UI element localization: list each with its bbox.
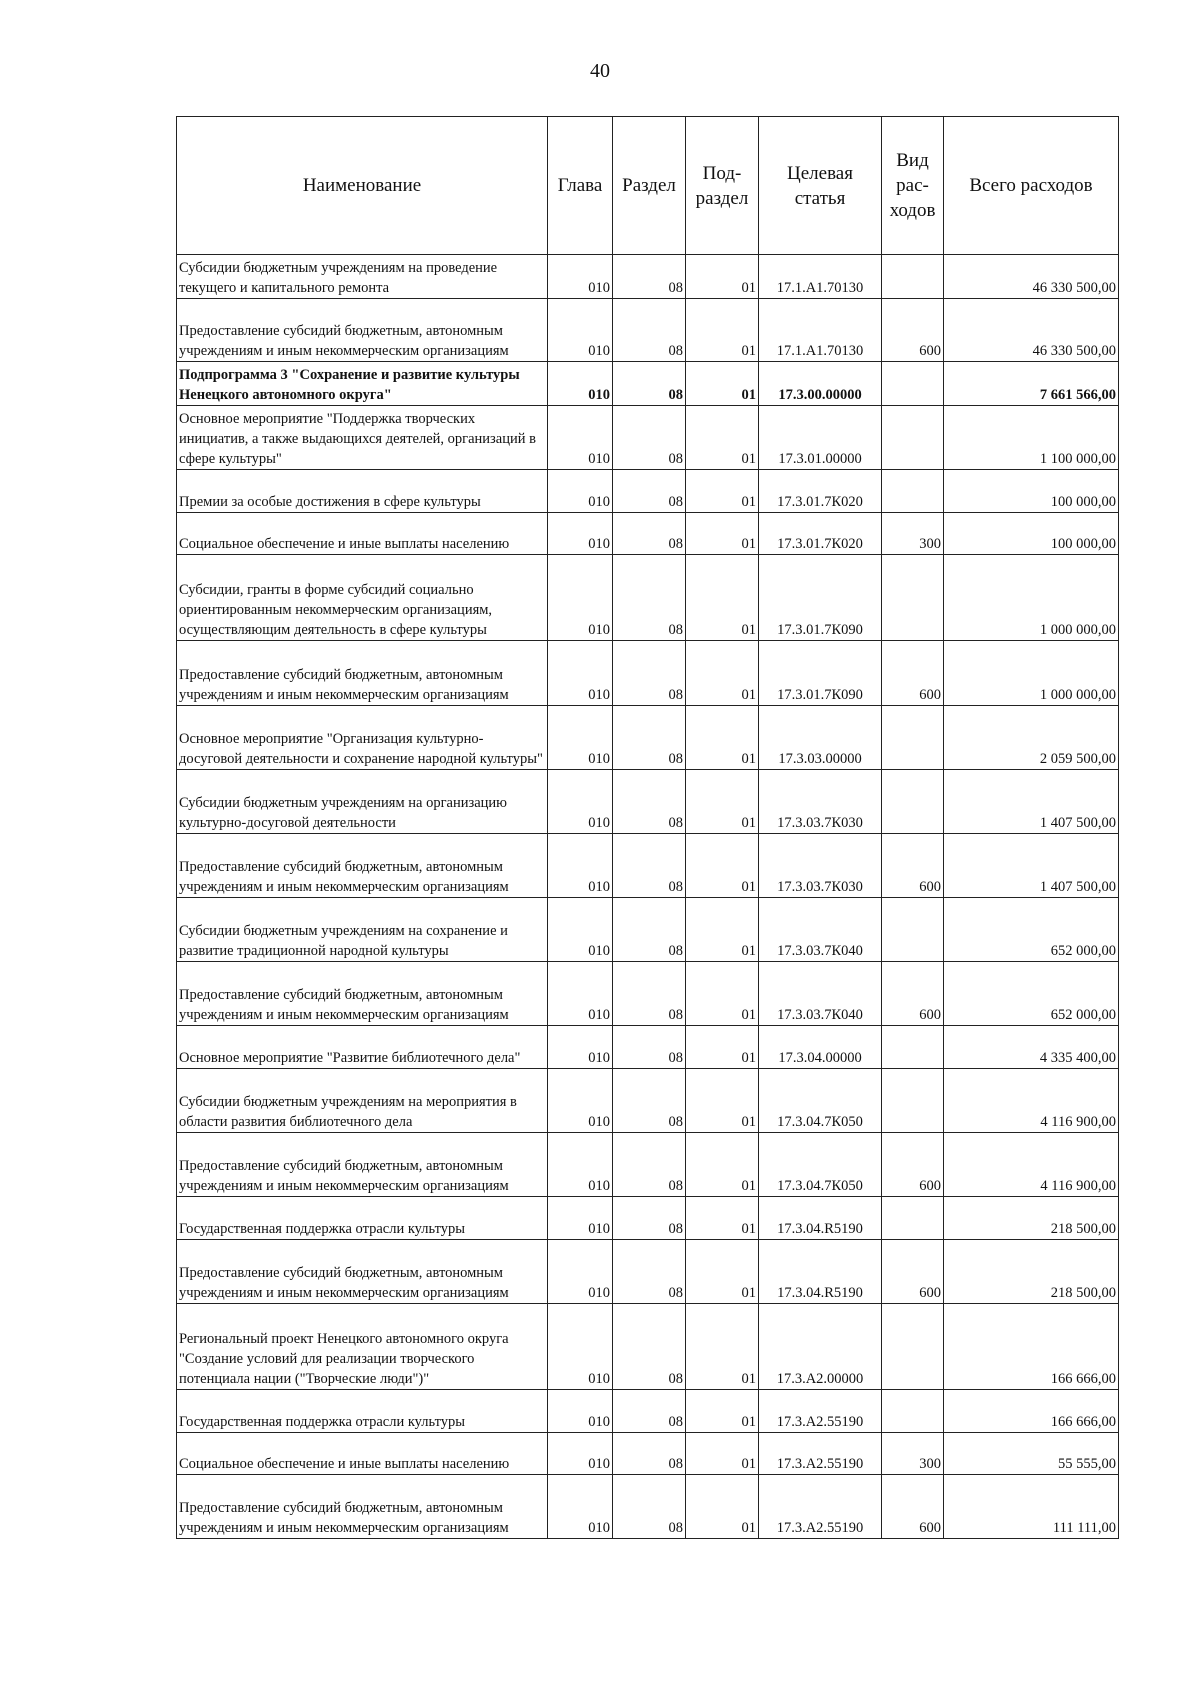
table-row <box>177 1475 1119 1539</box>
table-row <box>177 299 1119 362</box>
cell-name: Основное мероприятие "Организация культурно-досуговой деятельности и сохранение народной культуры" <box>177 706 548 770</box>
cell-celevaya-statya: 17.3.01.00000 <box>759 406 882 470</box>
cell-glava: 010 <box>548 770 613 834</box>
cell-razdel: 08 <box>613 513 686 555</box>
cell-celevaya-statya: 17.1.A1.70130 <box>759 299 882 362</box>
cell-vid-rashodov <box>882 1197 944 1240</box>
cell-name: Государственная поддержка отрасли культуры <box>177 1197 548 1240</box>
cell-razdel: 08 <box>613 1475 686 1539</box>
cell-name: Предоставление субсидий бюджетным, автономным учреждениям и иным некоммерческим организациям <box>177 299 548 362</box>
cell-total: 2 059 500,00 <box>944 706 1119 770</box>
cell-total: 111 111,00 <box>944 1475 1119 1539</box>
cell-celevaya-statya: 17.3.A2.00000 <box>759 1304 882 1390</box>
cell-podrazdel: 01 <box>686 1433 759 1475</box>
cell-vid-rashodov <box>882 555 944 641</box>
cell-glava: 010 <box>548 706 613 770</box>
table-row <box>177 1133 1119 1197</box>
cell-name: Премии за особые достижения в сфере культуры <box>177 470 548 513</box>
cell-total: 652 000,00 <box>944 962 1119 1026</box>
page-number: 40 <box>590 60 610 82</box>
cell-name: Предоставление субсидий бюджетным, автономным учреждениям и иным некоммерческим организациям <box>177 834 548 898</box>
cell-glava: 010 <box>548 255 613 299</box>
cell-celevaya-statya: 17.3.01.7К020 <box>759 470 882 513</box>
cell-razdel: 08 <box>613 1133 686 1197</box>
cell-celevaya-statya: 17.3.00.00000 <box>759 362 882 406</box>
cell-podrazdel: 01 <box>686 1390 759 1433</box>
budget-table <box>176 116 1119 1539</box>
cell-total: 1 100 000,00 <box>944 406 1119 470</box>
header-podrazdel: Под-раздел <box>686 117 759 255</box>
table-row <box>177 470 1119 513</box>
cell-podrazdel: 01 <box>686 1069 759 1133</box>
cell-vid-rashodov <box>882 406 944 470</box>
cell-podrazdel: 01 <box>686 299 759 362</box>
header-glava: Глава <box>548 117 613 255</box>
cell-name: Субсидии бюджетным учреждениям на мероприятия в области развития библиотечного дела <box>177 1069 548 1133</box>
cell-glava: 010 <box>548 1433 613 1475</box>
cell-glava: 010 <box>548 641 613 706</box>
cell-celevaya-statya: 17.3.03.7К040 <box>759 962 882 1026</box>
cell-total: 1 000 000,00 <box>944 641 1119 706</box>
table-row <box>177 641 1119 706</box>
cell-vid-rashodov <box>882 1069 944 1133</box>
cell-total: 1 000 000,00 <box>944 555 1119 641</box>
table-row <box>177 834 1119 898</box>
cell-vid-rashodov <box>882 362 944 406</box>
cell-glava: 010 <box>548 299 613 362</box>
cell-name: Субсидии бюджетным учреждениям на проведение текущего и капитального ремонта <box>177 255 548 299</box>
cell-razdel: 08 <box>613 1069 686 1133</box>
cell-glava: 010 <box>548 1240 613 1304</box>
table-row <box>177 1069 1119 1133</box>
cell-vid-rashodov: 600 <box>882 1475 944 1539</box>
cell-razdel: 08 <box>613 706 686 770</box>
cell-podrazdel: 01 <box>686 1240 759 1304</box>
cell-glava: 010 <box>548 898 613 962</box>
cell-podrazdel: 01 <box>686 1197 759 1240</box>
cell-vid-rashodov <box>882 1390 944 1433</box>
header-total: Всего расходов <box>944 117 1119 255</box>
cell-razdel: 08 <box>613 1240 686 1304</box>
cell-name: Основное мероприятие "Поддержка творческих инициатив, а также выдающихся деятелей, организаций в сфере культуры" <box>177 406 548 470</box>
cell-celevaya-statya: 17.3.04.R5190 <box>759 1240 882 1304</box>
table-row <box>177 1197 1119 1240</box>
cell-celevaya-statya: 17.3.03.7К030 <box>759 770 882 834</box>
cell-total: 1 407 500,00 <box>944 770 1119 834</box>
header-name: Наименование <box>177 117 548 255</box>
cell-vid-rashodov: 600 <box>882 1240 944 1304</box>
cell-glava: 010 <box>548 834 613 898</box>
cell-total: 55 555,00 <box>944 1433 1119 1475</box>
cell-vid-rashodov: 300 <box>882 513 944 555</box>
cell-razdel: 08 <box>613 962 686 1026</box>
cell-name: Государственная поддержка отрасли культуры <box>177 1390 548 1433</box>
cell-podrazdel: 01 <box>686 834 759 898</box>
cell-vid-rashodov: 600 <box>882 299 944 362</box>
cell-razdel: 08 <box>613 406 686 470</box>
cell-celevaya-statya: 17.3.A2.55190 <box>759 1390 882 1433</box>
cell-glava: 010 <box>548 555 613 641</box>
cell-total: 218 500,00 <box>944 1197 1119 1240</box>
cell-vid-rashodov <box>882 470 944 513</box>
cell-total: 218 500,00 <box>944 1240 1119 1304</box>
cell-celevaya-statya: 17.3.03.7К040 <box>759 898 882 962</box>
cell-podrazdel: 01 <box>686 641 759 706</box>
cell-total: 46 330 500,00 <box>944 299 1119 362</box>
cell-podrazdel: 01 <box>686 1475 759 1539</box>
cell-glava: 010 <box>548 362 613 406</box>
cell-name: Социальное обеспечение и иные выплаты населению <box>177 1433 548 1475</box>
table-row <box>177 770 1119 834</box>
table-header-row <box>177 117 1119 255</box>
cell-podrazdel: 01 <box>686 1304 759 1390</box>
cell-vid-rashodov <box>882 770 944 834</box>
cell-razdel: 08 <box>613 470 686 513</box>
cell-podrazdel: 01 <box>686 362 759 406</box>
cell-podrazdel: 01 <box>686 1133 759 1197</box>
cell-vid-rashodov <box>882 706 944 770</box>
cell-total: 7 661 566,00 <box>944 362 1119 406</box>
cell-podrazdel: 01 <box>686 513 759 555</box>
table-row <box>177 1026 1119 1069</box>
cell-podrazdel: 01 <box>686 1026 759 1069</box>
cell-razdel: 08 <box>613 1026 686 1069</box>
cell-vid-rashodov: 600 <box>882 641 944 706</box>
table-row <box>177 555 1119 641</box>
cell-total: 4 116 900,00 <box>944 1133 1119 1197</box>
cell-podrazdel: 01 <box>686 255 759 299</box>
cell-celevaya-statya: 17.3.04.R5190 <box>759 1197 882 1240</box>
cell-razdel: 08 <box>613 898 686 962</box>
cell-glava: 010 <box>548 1133 613 1197</box>
header-vid-rashodov: Вид рас-ходов <box>882 117 944 255</box>
cell-vid-rashodov: 600 <box>882 834 944 898</box>
cell-glava: 010 <box>548 513 613 555</box>
cell-total: 166 666,00 <box>944 1390 1119 1433</box>
cell-vid-rashodov: 600 <box>882 1133 944 1197</box>
cell-vid-rashodov: 600 <box>882 962 944 1026</box>
cell-name: Основное мероприятие "Развитие библиотечного дела" <box>177 1026 548 1069</box>
cell-podrazdel: 01 <box>686 962 759 1026</box>
cell-razdel: 08 <box>613 770 686 834</box>
cell-name: Субсидии бюджетным учреждениям на сохранение и развитие традиционной народной культуры <box>177 898 548 962</box>
cell-vid-rashodov <box>882 255 944 299</box>
cell-razdel: 08 <box>613 834 686 898</box>
cell-celevaya-statya: 17.3.04.00000 <box>759 1026 882 1069</box>
cell-glava: 010 <box>548 406 613 470</box>
cell-celevaya-statya: 17.3.03.7К030 <box>759 834 882 898</box>
table-row <box>177 898 1119 962</box>
cell-podrazdel: 01 <box>686 706 759 770</box>
cell-glava: 010 <box>548 470 613 513</box>
cell-glava: 010 <box>548 1304 613 1390</box>
cell-celevaya-statya: 17.3.04.7К050 <box>759 1133 882 1197</box>
cell-podrazdel: 01 <box>686 470 759 513</box>
cell-name: Региональный проект Ненецкого автономного округа "Создание условий для реализации творческого потенциала нации ("Творческие люди")" <box>177 1304 548 1390</box>
cell-glava: 010 <box>548 1026 613 1069</box>
cell-name: Социальное обеспечение и иные выплаты населению <box>177 513 548 555</box>
cell-name: Предоставление субсидий бюджетным, автономным учреждениям и иным некоммерческим организациям <box>177 962 548 1026</box>
cell-podrazdel: 01 <box>686 406 759 470</box>
cell-name: Предоставление субсидий бюджетным, автономным учреждениям и иным некоммерческим организациям <box>177 1240 548 1304</box>
cell-celevaya-statya: 17.1.A1.70130 <box>759 255 882 299</box>
cell-vid-rashodov <box>882 898 944 962</box>
cell-razdel: 08 <box>613 299 686 362</box>
cell-celevaya-statya: 17.3.01.7К090 <box>759 555 882 641</box>
table-body <box>177 255 1119 1539</box>
cell-celevaya-statya: 17.3.04.7К050 <box>759 1069 882 1133</box>
cell-razdel: 08 <box>613 255 686 299</box>
cell-razdel: 08 <box>613 555 686 641</box>
cell-name: Субсидии бюджетным учреждениям на организацию культурно-досуговой деятельности <box>177 770 548 834</box>
cell-name: Субсидии, гранты в форме субсидий социально ориентированным некоммерческим организациям, осуществляющим деятельность в сфере культуры <box>177 555 548 641</box>
cell-podrazdel: 01 <box>686 555 759 641</box>
cell-podrazdel: 01 <box>686 770 759 834</box>
cell-total: 1 407 500,00 <box>944 834 1119 898</box>
cell-name: Подпрограмма 3 "Сохранение и развитие культуры Ненецкого автономного округа" <box>177 362 548 406</box>
cell-razdel: 08 <box>613 1390 686 1433</box>
cell-celevaya-statya: 17.3.01.7К020 <box>759 513 882 555</box>
cell-total: 4 116 900,00 <box>944 1069 1119 1133</box>
table-row <box>177 1304 1119 1390</box>
cell-vid-rashodov <box>882 1026 944 1069</box>
cell-name: Предоставление субсидий бюджетным, автономным учреждениям и иным некоммерческим организациям <box>177 641 548 706</box>
cell-glava: 010 <box>548 1475 613 1539</box>
header-celevaya-statya: Целевая статья <box>759 117 882 255</box>
cell-razdel: 08 <box>613 1304 686 1390</box>
cell-name: Предоставление субсидий бюджетным, автономным учреждениям и иным некоммерческим организациям <box>177 1475 548 1539</box>
cell-total: 652 000,00 <box>944 898 1119 962</box>
cell-celevaya-statya: 17.3.01.7К090 <box>759 641 882 706</box>
cell-total: 100 000,00 <box>944 513 1119 555</box>
cell-glava: 010 <box>548 1069 613 1133</box>
table-row <box>177 255 1119 299</box>
cell-total: 4 335 400,00 <box>944 1026 1119 1069</box>
table-row <box>177 406 1119 470</box>
cell-razdel: 08 <box>613 1433 686 1475</box>
cell-total: 100 000,00 <box>944 470 1119 513</box>
table-row <box>177 1433 1119 1475</box>
cell-razdel: 08 <box>613 641 686 706</box>
header-razdel: Раздел <box>613 117 686 255</box>
cell-celevaya-statya: 17.3.A2.55190 <box>759 1433 882 1475</box>
cell-glava: 010 <box>548 1197 613 1240</box>
table-row <box>177 513 1119 555</box>
cell-name: Предоставление субсидий бюджетным, автономным учреждениям и иным некоммерческим организациям <box>177 1133 548 1197</box>
cell-vid-rashodov <box>882 1304 944 1390</box>
cell-glava: 010 <box>548 1390 613 1433</box>
table-row <box>177 706 1119 770</box>
cell-total: 46 330 500,00 <box>944 255 1119 299</box>
table-row <box>177 1390 1119 1433</box>
cell-razdel: 08 <box>613 362 686 406</box>
cell-celevaya-statya: 17.3.03.00000 <box>759 706 882 770</box>
cell-glava: 010 <box>548 962 613 1026</box>
table-row <box>177 362 1119 406</box>
table-row <box>177 962 1119 1026</box>
cell-total: 166 666,00 <box>944 1304 1119 1390</box>
table-row <box>177 1240 1119 1304</box>
cell-celevaya-statya: 17.3.A2.55190 <box>759 1475 882 1539</box>
cell-vid-rashodov: 300 <box>882 1433 944 1475</box>
cell-razdel: 08 <box>613 1197 686 1240</box>
cell-podrazdel: 01 <box>686 898 759 962</box>
